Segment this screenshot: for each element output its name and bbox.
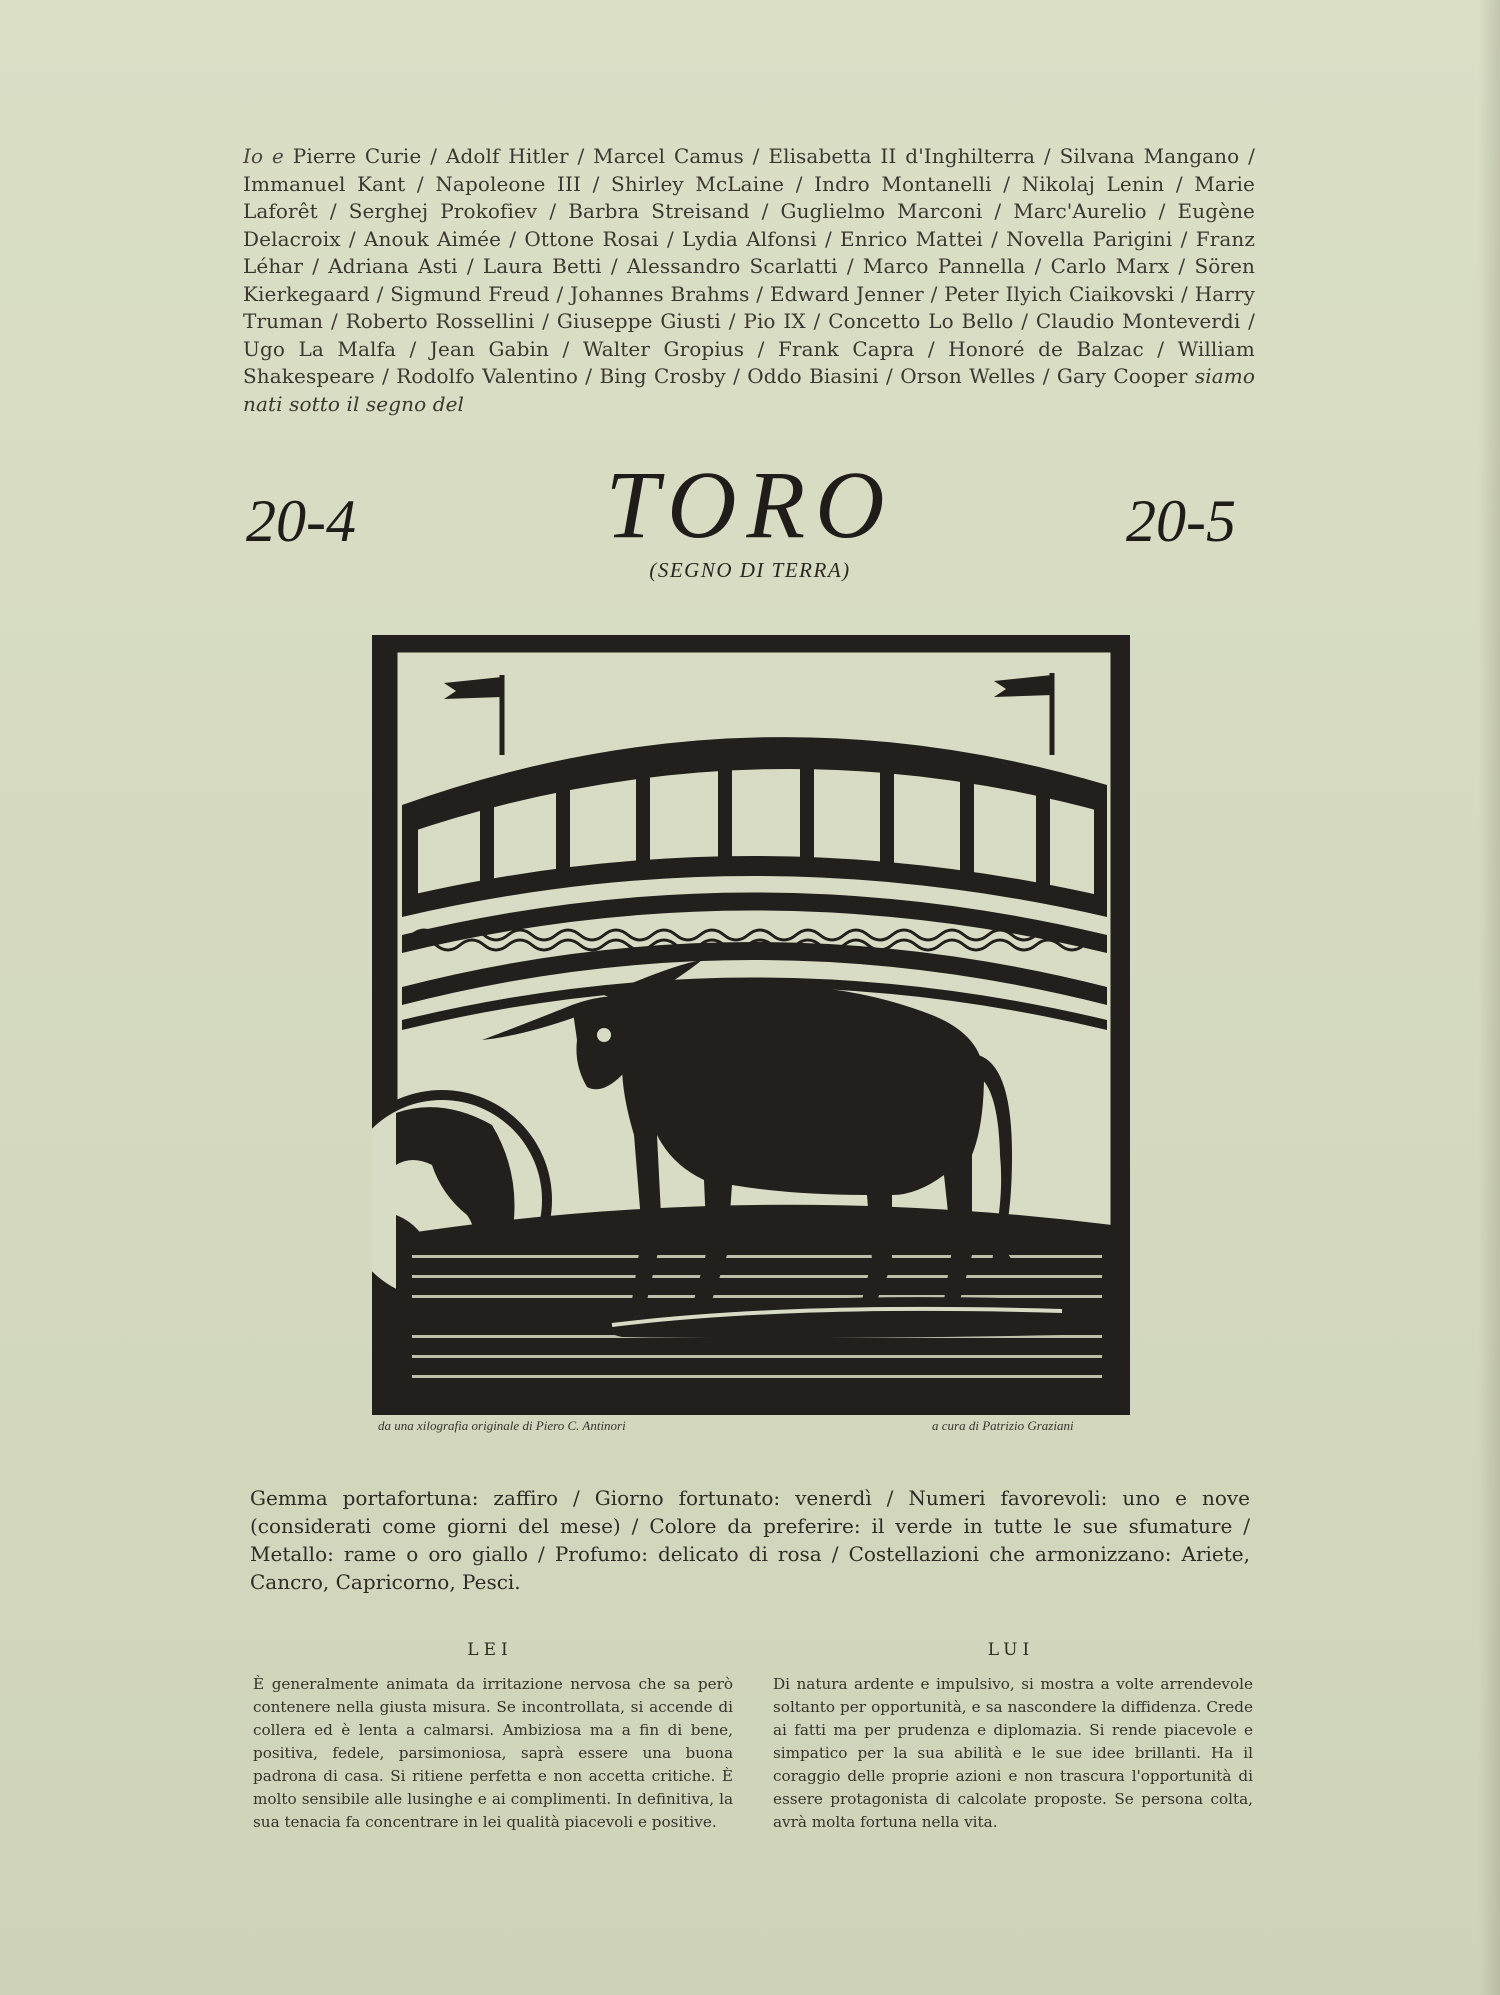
intro-tail: siamo nati sotto il segno del [243,364,1255,416]
date-start: 20-4 [246,488,356,554]
date-end: 20-5 [1126,488,1236,554]
lui-heading: LUI [987,1640,1035,1660]
woodcut-credit: da una xilografia originale di Piero C. Antinori [378,1418,626,1433]
sign-subtitle: (SEGNO DI TERRA) [649,558,851,582]
intro-paragraph [243,143,1255,418]
lei-heading: LEI [467,1640,513,1660]
lei-description: È generalmente animata da irritazione nervosa che sa però contenere nella giusta misura. Se incontrollata, si accende di collera ed è lenta a calmarsi. Ambiziosa ma a fin di bene, positiva, fedele, parsimoniosa, saprà essere una buona padrona di casa. Si ritiene perfetta e non accetta critiche. È molto sensibile alle lusinghe e ai complimenti. In definitiva, la sua tenacia fa concentrare in lei qualità piacevoli e positive. [253,1675,733,1831]
sign-title: TORO [605,451,895,558]
paper-edge-shadow [1478,0,1500,1995]
sign-attributes: Gemma portafortuna: zaffiro / Giorno fortunato: venerdì / Numeri favorevoli: uno e nove (considerati come giorni del mese) / Colore da preferire: il verde in tutte le sue sfumature / Metallo: rame o oro giallo / Profumo: delicato di rosa / Costellazioni che armonizzano: Ariete, Cancro, Capricorno, Pesci. [250,1486,1250,1594]
intro-lead: Io e [243,144,284,168]
lui-description: Di natura ardente e impulsivo, si mostra a volte arrendevole soltanto per opportunità, e sa nascondere la diffidenza. Crede ai fatti ma per prudenza e diplomazia. Si rende piacevole e simpatico per la sua abilità e le sue idee brillanti. Ha il coraggio delle proprie azioni e non trascura l'opportunità di essere protagonista di calcolate proposte. Se persona colta, avrà molta fortuna nella vita. [773,1675,1253,1831]
bull-woodcut-illustration [372,635,1130,1415]
intro-names: Pierre Curie / Adolf Hitler / Marcel Camus / Elisabetta II d'Inghilterra / Silvana Mangano / Immanuel Kant / Napoleone III / Shirley McLaine / Indro Montanelli / Nikolaj Lenin / Marie Laforêt / Serghej Prokofiev / Barbra Streisand / Guglielmo Marconi / Marc'Aurelio / Eugène Delacroix / Anouk Aimée / Ottone Rosai / Lydia Alfonsi / Enrico Mattei / Novella Parigini / Franz Léhar / Adriana Asti / Laura Betti / Alessandro Scarlatti / Marco Pannella / Carlo Marx / Sören Kierkegaard / Sigmund Freud / Johannes Brahms / Edward Jenner / Peter Ilyich Ciaikovski / Harry Truman / Roberto Rossellini / Giuseppe Giusti / Pio IX / Concetto Lo Bello / Claudio Monteverdi / Ugo La Malfa / Jean Gabin / Walter Gropius / Frank Capra / Honoré de Balzac / William Shakespeare / Rodolfo Valentino / Bing Crosby / Oddo Biasini / Orson Welles / Gary Cooper [243,144,1255,388]
editor-credit: a cura di Patrizio Graziani [932,1418,1074,1433]
